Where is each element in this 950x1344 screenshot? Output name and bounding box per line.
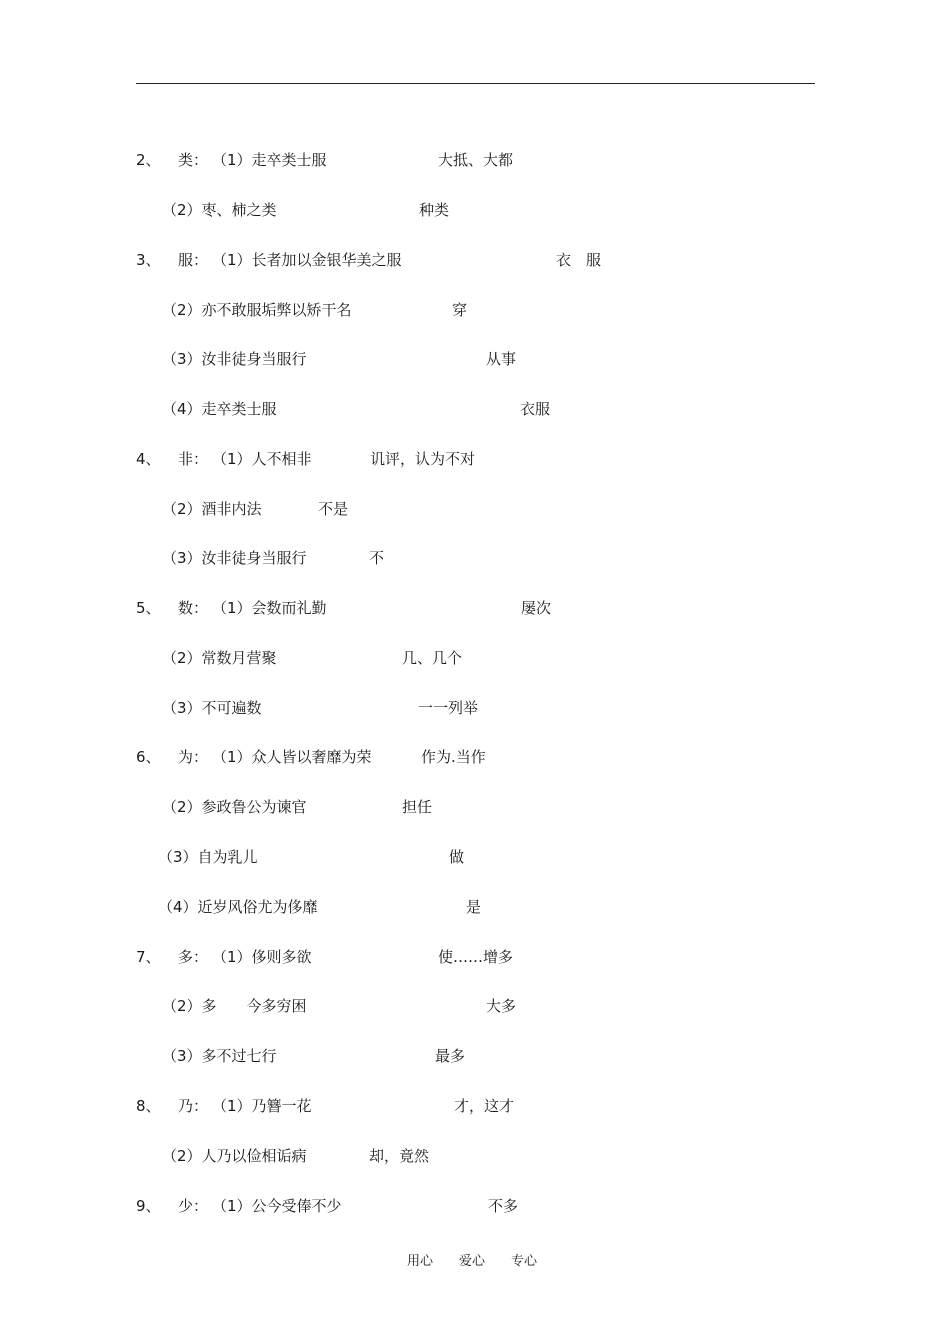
entry-meaning: 衣 服 — [556, 251, 602, 269]
entry-character: 为： — [178, 748, 209, 766]
entry-meaning: 大抵、大都 — [438, 151, 514, 169]
entry-number: 4、 — [136, 450, 161, 468]
header-rule — [136, 83, 815, 84]
entry-meaning: 是 — [466, 898, 482, 916]
entry-meaning: 种类 — [419, 201, 450, 219]
entry-phrase: （1）会数而礼勤 — [212, 599, 327, 617]
entry-character: 服： — [178, 251, 209, 269]
entry-phrase: （2）人乃以俭相诟病 — [162, 1147, 307, 1165]
entry-number: 8、 — [136, 1097, 161, 1115]
entry-number: 9、 — [136, 1197, 161, 1215]
entry-phrase: （3）多不过七行 — [162, 1047, 277, 1065]
entry-meaning: 讥评，认为不对 — [370, 450, 476, 468]
entry-phrase: （2）多 今多穷困 — [162, 997, 307, 1015]
entry-phrase: （2）亦不敢服垢弊以矫干名 — [162, 301, 352, 319]
entry-meaning: 担任 — [402, 798, 433, 816]
entry-meaning: 从事 — [486, 350, 517, 368]
entry-number: 2、 — [136, 151, 161, 169]
entry-meaning: 屡次 — [521, 599, 552, 617]
entry-number: 7、 — [136, 948, 161, 966]
entry-character: 少： — [178, 1197, 209, 1215]
entry-meaning: 做 — [449, 848, 465, 866]
entry-meaning: 才，这才 — [454, 1097, 515, 1115]
entry-phrase: （3）汝非徒身当服行 — [162, 549, 307, 567]
page-footer: 用心 爱心 专心 — [407, 1254, 538, 1269]
entry-phrase: （1）众人皆以奢靡为荣 — [212, 748, 372, 766]
entry-phrase: （1）乃簪一花 — [212, 1097, 312, 1115]
entry-meaning: 不多 — [488, 1197, 519, 1215]
entry-phrase: （2）常数月营聚 — [162, 649, 277, 667]
entry-phrase: （2）枣、柿之类 — [162, 201, 277, 219]
entry-number: 6、 — [136, 748, 161, 766]
entry-character: 非： — [178, 450, 209, 468]
entry-meaning: 使……增多 — [438, 948, 514, 966]
entry-phrase: （1）长者加以金银华美之服 — [212, 251, 402, 269]
entry-phrase: （2）酒非内法 — [162, 500, 262, 518]
entry-phrase: （3）自为乳儿 — [158, 848, 258, 866]
entry-meaning: 不是 — [318, 500, 349, 518]
entry-character: 多： — [178, 948, 209, 966]
entry-number: 3、 — [136, 251, 161, 269]
entry-phrase: （2）参政鲁公为谏官 — [162, 798, 307, 816]
entry-phrase: （3）不可遍数 — [162, 699, 262, 717]
entry-meaning: 不 — [369, 549, 385, 567]
entry-phrase: （1）走卒类士服 — [212, 151, 327, 169]
entry-meaning: 作为.当作 — [421, 748, 486, 766]
entry-number: 5、 — [136, 599, 161, 617]
entry-phrase: （1）公今受俸不少 — [212, 1197, 342, 1215]
entry-meaning: 衣服 — [520, 400, 551, 418]
entry-meaning: 一一列举 — [418, 699, 479, 717]
entry-character: 乃： — [178, 1097, 209, 1115]
entry-phrase: （1）人不相非 — [212, 450, 312, 468]
entry-meaning: 最多 — [435, 1047, 466, 1065]
entry-meaning: 大多 — [486, 997, 517, 1015]
entry-meaning: 却，竟然 — [369, 1147, 430, 1165]
entry-phrase: （4）走卒类士服 — [162, 400, 277, 418]
entry-phrase: （3）汝非徒身当服行 — [162, 350, 307, 368]
entry-phrase: （4）近岁风俗尤为侈靡 — [158, 898, 318, 916]
entry-meaning: 几、几个 — [402, 649, 463, 667]
entry-meaning: 穿 — [452, 301, 468, 319]
entry-character: 类： — [178, 151, 209, 169]
entry-character: 数： — [178, 599, 209, 617]
entry-phrase: （1）侈则多欲 — [212, 948, 312, 966]
